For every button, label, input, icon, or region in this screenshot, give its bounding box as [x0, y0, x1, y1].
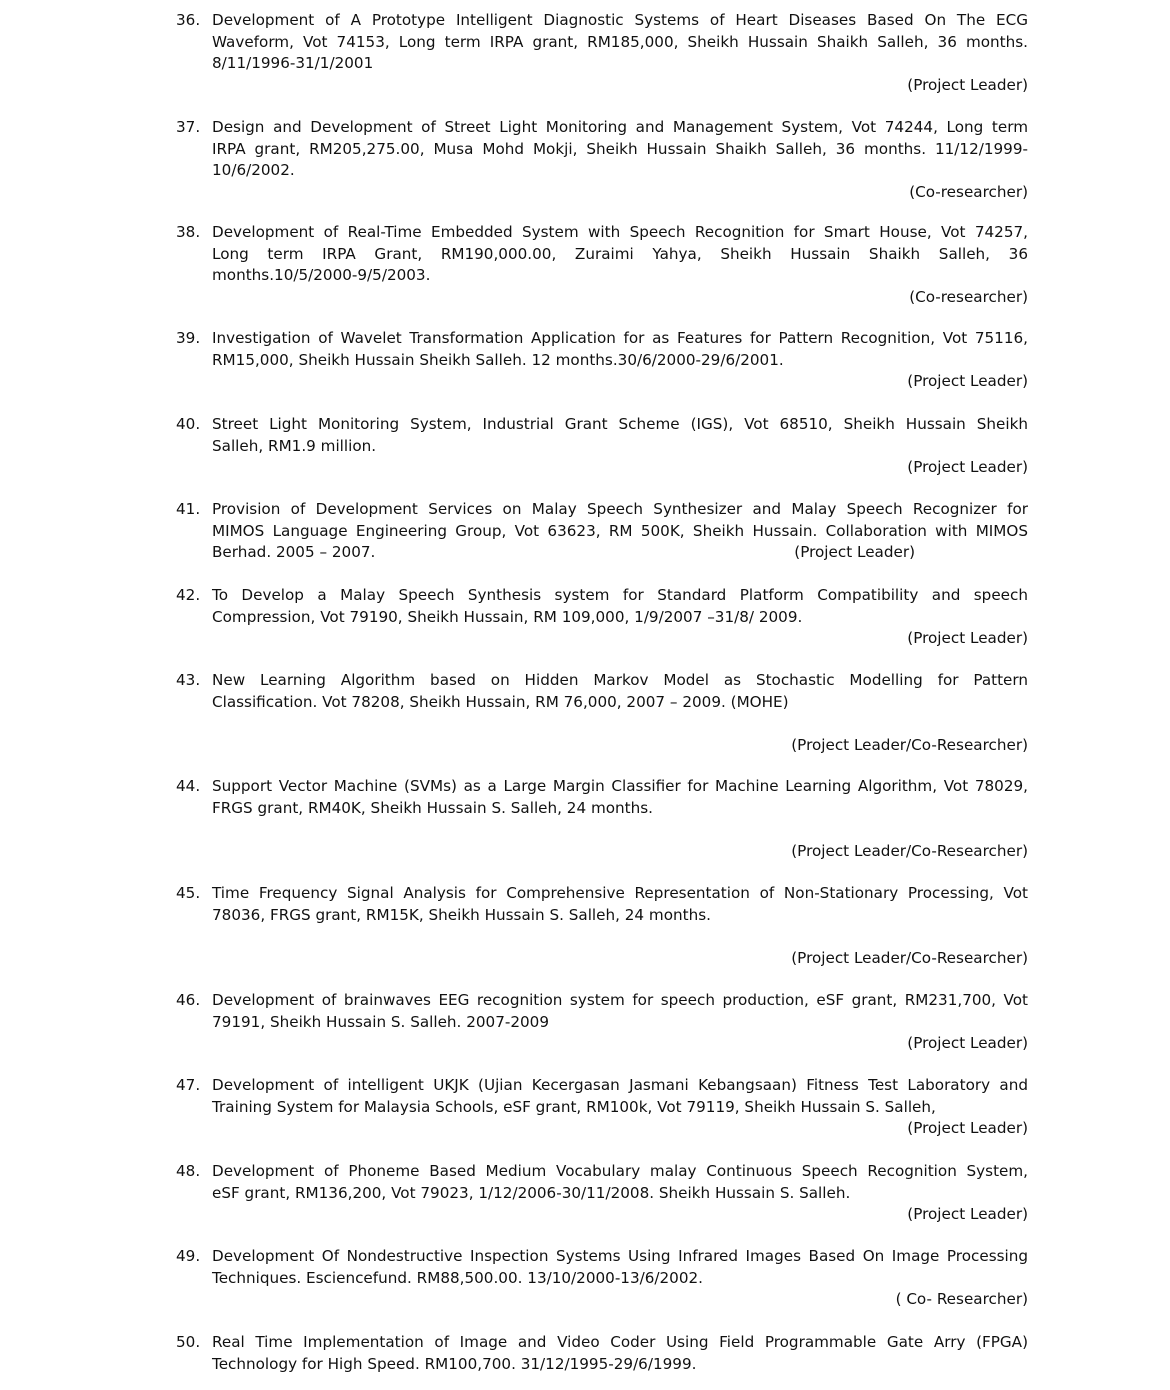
role-label: ( Co- Researcher)	[895, 1290, 1028, 1309]
item-number: 37.	[176, 118, 201, 136]
item-text	[212, 1075, 1028, 1140]
item-number: 38.	[176, 223, 201, 241]
item-text	[212, 670, 1028, 756]
item-number: 36.	[176, 11, 201, 29]
item-line: New Learning Algorithm based on Hidden Markov Model as Stochastic Modelling for Pattern	[212, 671, 1028, 689]
item-text	[212, 776, 1028, 862]
item-line: Waveform, Vot 74153, Long term IRPA grant, RM185,000, Sheikh Hussain Shaikh Salleh, 36 months.	[212, 32, 1028, 51]
role-label: (Co-researcher)	[909, 182, 1028, 201]
item-line: 79191, Sheikh Hussain S. Salleh. 2007-2009	[212, 1012, 549, 1031]
item-number: 47.	[176, 1076, 201, 1094]
role-label: (Project Leader)	[907, 1034, 1028, 1053]
item-text	[212, 883, 1028, 969]
item-text	[212, 990, 1028, 1055]
item-line: Training System for Malaysia Schools, eSF grant, RM100k, Vot 79119, Sheikh Hussain S. Salleh,	[212, 1097, 936, 1116]
item-line: Investigation of Wavelet Transformation Application for as Features for Pattern Recognition, Vot 75116,	[212, 329, 1028, 347]
item-line: MIMOS Language Engineering Group, Vot 63623, RM 500K, Sheikh Hussain. Collaboration with MIMOS	[212, 521, 1028, 540]
item-line: Technology for High Speed. RM100,700. 31/12/1995-29/6/1999.	[212, 1354, 697, 1373]
item-text	[212, 585, 1028, 650]
item-number: 49.	[176, 1247, 201, 1265]
item-text	[212, 1332, 1028, 1375]
item-text	[212, 222, 1028, 308]
item-number: 46.	[176, 991, 201, 1009]
item-line: Development of intelligent UKJK (Ujian Kecergasan Jasmani Kebangsaan) Fitness Test Laboratory and	[212, 1076, 1028, 1094]
item-number: 42.	[176, 586, 201, 604]
role-label: (Project Leader)	[907, 458, 1028, 477]
item-number: 39.	[176, 329, 201, 347]
item-line: Real Time Implementation of Image and Video Coder Using Field Programmable Gate Arry (FPGA)	[212, 1333, 1028, 1351]
role-label: (Project Leader)	[907, 1205, 1028, 1224]
role-label: (Project Leader)	[794, 543, 915, 562]
item-line: 10/6/2002.	[212, 161, 295, 180]
item-line: Development of brainwaves EEG recognition system for speech production, eSF grant, RM231,700, Vot	[212, 991, 1028, 1009]
item-line: 8/11/1996-31/1/2001	[212, 54, 374, 73]
item-text	[212, 1246, 1028, 1311]
role-label: (Project Leader/Co-Researcher)	[791, 841, 1028, 860]
item-line: Classification. Vot 78208, Sheikh Hussain, RM 76,000, 2007 – 2009. (MOHE)	[212, 692, 789, 711]
item-line: Techniques. Esciencefund. RM88,500.00. 13/10/2000-13/6/2002.	[212, 1268, 703, 1287]
role-label: (Co-researcher)	[909, 287, 1028, 306]
item-line: Salleh, RM1.9 million.	[212, 436, 377, 455]
role-label: (Project Leader)	[907, 75, 1028, 94]
role-label: (Project Leader)	[907, 1119, 1028, 1138]
item-number: 41.	[176, 500, 201, 518]
item-text	[212, 1161, 1028, 1226]
item-line: months.10/5/2000-9/5/2003.	[212, 266, 431, 285]
item-text	[212, 10, 1028, 96]
role-label: (Project Leader/Co-Researcher)	[791, 735, 1028, 754]
item-text	[212, 328, 1028, 393]
item-line: Development of A Prototype Intelligent Diagnostic Systems of Heart Diseases Based On The ECG	[212, 11, 1028, 29]
role-label: (Project Leader)	[907, 372, 1028, 391]
item-line: RM15,000, Sheikh Hussain Sheikh Salleh. 12 months.30/6/2000-29/6/2001.	[212, 350, 784, 369]
item-line: IRPA grant, RM205,275.00, Musa Mohd Mokji, Sheikh Hussain Shaikh Salleh, 36 months. 11/12/1999-	[212, 139, 1028, 158]
role-label: (Project Leader)	[907, 629, 1028, 648]
item-line: Development of Real-Time Embedded System with Speech Recognition for Smart House, Vot 74257,	[212, 223, 1028, 241]
item-line: 78036, FRGS grant, RM15K, Sheikh Hussain S. Salleh, 24 months.	[212, 905, 711, 924]
item-line: Development of Phoneme Based Medium Vocabulary malay Continuous Speech Recognition System,	[212, 1162, 1028, 1180]
item-number: 43.	[176, 671, 201, 689]
item-line: FRGS grant, RM40K, Sheikh Hussain S. Salleh, 24 months.	[212, 798, 653, 817]
item-line: Long term IRPA Grant, RM190,000.00, Zuraimi Yahya, Sheikh Hussain Shaikh Salleh, 36	[212, 244, 1028, 263]
item-line: Compression, Vot 79190, Sheikh Hussain, RM 109,000, 1/9/2007 –31/8/ 2009.	[212, 607, 803, 626]
item-number: 50.	[176, 1333, 201, 1351]
item-line: Street Light Monitoring System, Industrial Grant Scheme (IGS), Vot 68510, Sheikh Hussain Sheikh	[212, 415, 1028, 433]
item-text	[212, 414, 1028, 479]
item-line: To Develop a Malay Speech Synthesis system for Standard Platform Compatibility and speech	[212, 586, 1028, 604]
item-line: Development Of Nondestructive Inspection Systems Using Infrared Images Based On Image Processing	[212, 1247, 1028, 1265]
item-line: Provision of Development Services on Malay Speech Synthesizer and Malay Speech Recognizer for	[212, 500, 1028, 518]
item-line: Support Vector Machine (SVMs) as a Large Margin Classifier for Machine Learning Algorithm, Vot 78029,	[212, 777, 1028, 795]
item-number: 48.	[176, 1162, 201, 1180]
item-number: 45.	[176, 884, 201, 902]
item-line: Design and Development of Street Light Monitoring and Management System, Vot 74244, Long term	[212, 118, 1028, 136]
role-label: (Project Leader/Co-Researcher)	[791, 948, 1028, 967]
item-line: eSF grant, RM136,200, Vot 79023, 1/12/2006-30/11/2008. Sheikh Hussain S. Salleh.	[212, 1183, 851, 1202]
item-line: Berhad. 2005 – 2007.	[212, 543, 376, 562]
item-line: Time Frequency Signal Analysis for Comprehensive Representation of Non-Stationary Processing, Vot	[212, 884, 1028, 902]
item-number: 44.	[176, 777, 201, 795]
item-text	[212, 117, 1028, 203]
item-number: 40.	[176, 415, 201, 433]
